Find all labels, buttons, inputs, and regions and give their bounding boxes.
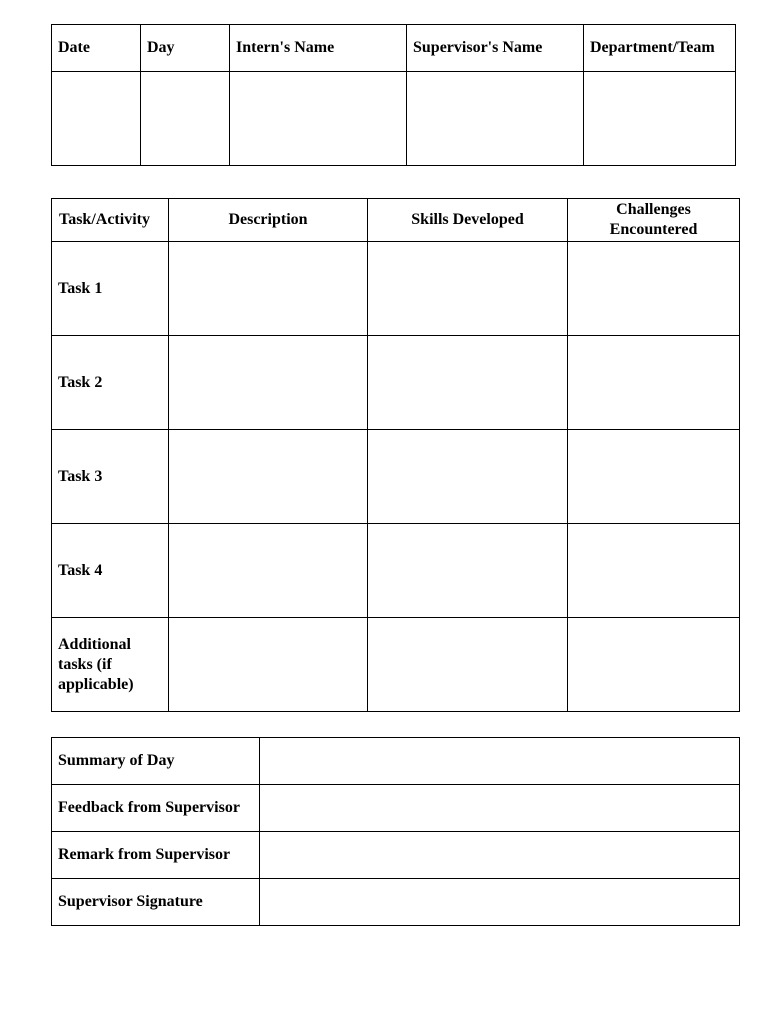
task-row-label: Task 4: [52, 524, 169, 618]
task-row: [52, 524, 740, 618]
description-header: Description: [169, 199, 368, 242]
description-field[interactable]: [169, 242, 368, 336]
task-activity-header: Task/Activity: [52, 199, 169, 242]
remark-field[interactable]: [260, 832, 740, 879]
task-row: [52, 242, 740, 336]
summary-of-day-label: Summary of Day: [52, 738, 260, 785]
task-row: [52, 430, 740, 524]
skills-developed-field[interactable]: [368, 336, 568, 430]
department-team-field[interactable]: [584, 72, 736, 166]
task-row: [52, 336, 740, 430]
task-row-label: Task 1: [52, 242, 169, 336]
signature-label: Supervisor Signature: [52, 879, 260, 926]
supervisor-name-field[interactable]: [407, 72, 584, 166]
challenges-encountered-header: Challenges Encountered: [568, 199, 740, 242]
skills-developed-field[interactable]: [368, 618, 568, 712]
summary-table: [51, 737, 740, 926]
challenges-field[interactable]: [568, 242, 740, 336]
challenges-field[interactable]: [568, 430, 740, 524]
signature-field[interactable]: [260, 879, 740, 926]
skills-developed-header: Skills Developed: [368, 199, 568, 242]
supervisor-name-header: Supervisor's Name: [407, 25, 584, 72]
day-header: Day: [141, 25, 230, 72]
skills-developed-field[interactable]: [368, 524, 568, 618]
task-header-row: [52, 199, 740, 242]
description-field[interactable]: [169, 618, 368, 712]
intern-info-table: [51, 24, 736, 166]
task-row-label: Task 3: [52, 430, 169, 524]
task-row-label: Task 2: [52, 336, 169, 430]
feedback-label: Feedback from Supervisor: [52, 785, 260, 832]
skills-developed-field[interactable]: [368, 430, 568, 524]
summary-row: [52, 738, 740, 785]
summary-row: [52, 832, 740, 879]
intern-name-header: Intern's Name: [230, 25, 407, 72]
remark-label: Remark from Supervisor: [52, 832, 260, 879]
task-row-label: Additional tasks (if applicable): [52, 618, 169, 712]
description-field[interactable]: [169, 430, 368, 524]
summary-row: [52, 879, 740, 926]
day-field[interactable]: [141, 72, 230, 166]
intern-info-entry-row: [52, 72, 736, 166]
summary-row: [52, 785, 740, 832]
description-field[interactable]: [169, 524, 368, 618]
skills-developed-field[interactable]: [368, 242, 568, 336]
task-row: [52, 618, 740, 712]
summary-of-day-field[interactable]: [260, 738, 740, 785]
challenges-field[interactable]: [568, 336, 740, 430]
intern-name-field[interactable]: [230, 72, 407, 166]
challenges-field[interactable]: [568, 618, 740, 712]
date-field[interactable]: [52, 72, 141, 166]
date-header: Date: [52, 25, 141, 72]
description-field[interactable]: [169, 336, 368, 430]
department-team-header: Department/Team: [584, 25, 736, 72]
feedback-field[interactable]: [260, 785, 740, 832]
intern-info-header-row: [52, 25, 736, 72]
challenges-field[interactable]: [568, 524, 740, 618]
task-activity-table: [51, 198, 740, 712]
